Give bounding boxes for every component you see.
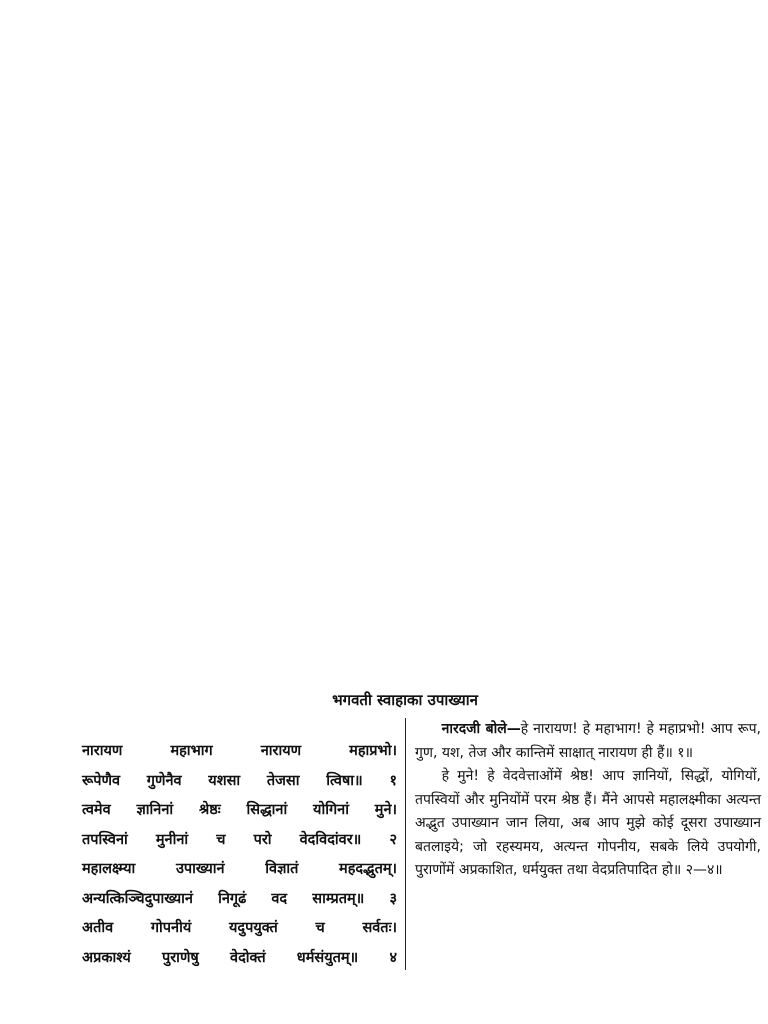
verse-line: अतीव गोपनीयं यदुपयुक्तं च सर्वतः। — [82, 920, 397, 936]
sanskrit-verses-column — [82, 737, 397, 973]
speaker-label: नारदजी बोले— — [441, 721, 521, 737]
hindi-translation-column — [415, 718, 761, 883]
verse-line: त्वमेव ज्ञानिनां श्रेष्ठः सिद्धानां योगिनां मुने। — [82, 802, 397, 818]
translation-text-1: हे नारायण! हे महाभाग! हे महाप्रभो! आप रूप, गुण, यश, तेज और कान्तिमें साक्षात् नारायण ही हैं॥ १॥ — [415, 721, 761, 761]
translation-paragraph-2: हे मुने! हे वेदवेत्ताओंमें श्रेष्ठ! आप ज्ञानियों, सिद्धों, योगियों, तपस्वियों और मुनियोंमें परम श्रेष्ठ हैं। मैंने आपसे महालक्ष्मीका अत्यन्त अद्भुत उपाख्यान जान लिया, अब आप मुझे कोई दूसरा उपाख्यान बतलाइये; जो रहस्यमय, अत्यन्त गोपनीय, सबके लिये उपयोगी, पुराणोंमें अप्रकाशित, धर्मयुक्त तथा वेदप्रतिपादित हो॥ २—४॥ — [415, 768, 761, 878]
column-divider — [405, 718, 406, 970]
translation-paragraph-1 — [415, 718, 761, 765]
verse-line: अन्यत्किञ्चिदुपाख्यानं निगूढं वद साम्प्रतम्॥ ३ — [82, 890, 397, 907]
verse-line: अप्रकाश्यं पुराणेषु वेदोक्तं धर्मसंयुतम्॥ ४ — [82, 949, 397, 966]
verse-line: रूपेणैव गुणेनैव यशसा तेजसा त्विषा॥ १ — [82, 772, 397, 789]
verse-line: महालक्ष्म्या उपाख्यानं विज्ञातं महदद्भुतम्। — [82, 861, 397, 877]
verse-line: तपस्विनां मुनीनां च परो वेदविदांवर॥ २ — [82, 831, 397, 848]
page-title: भगवती स्वाहाका उपाख्यान — [332, 691, 478, 709]
verse-line: नारायण महाभाग नारायण महाप्रभो। — [82, 743, 397, 759]
